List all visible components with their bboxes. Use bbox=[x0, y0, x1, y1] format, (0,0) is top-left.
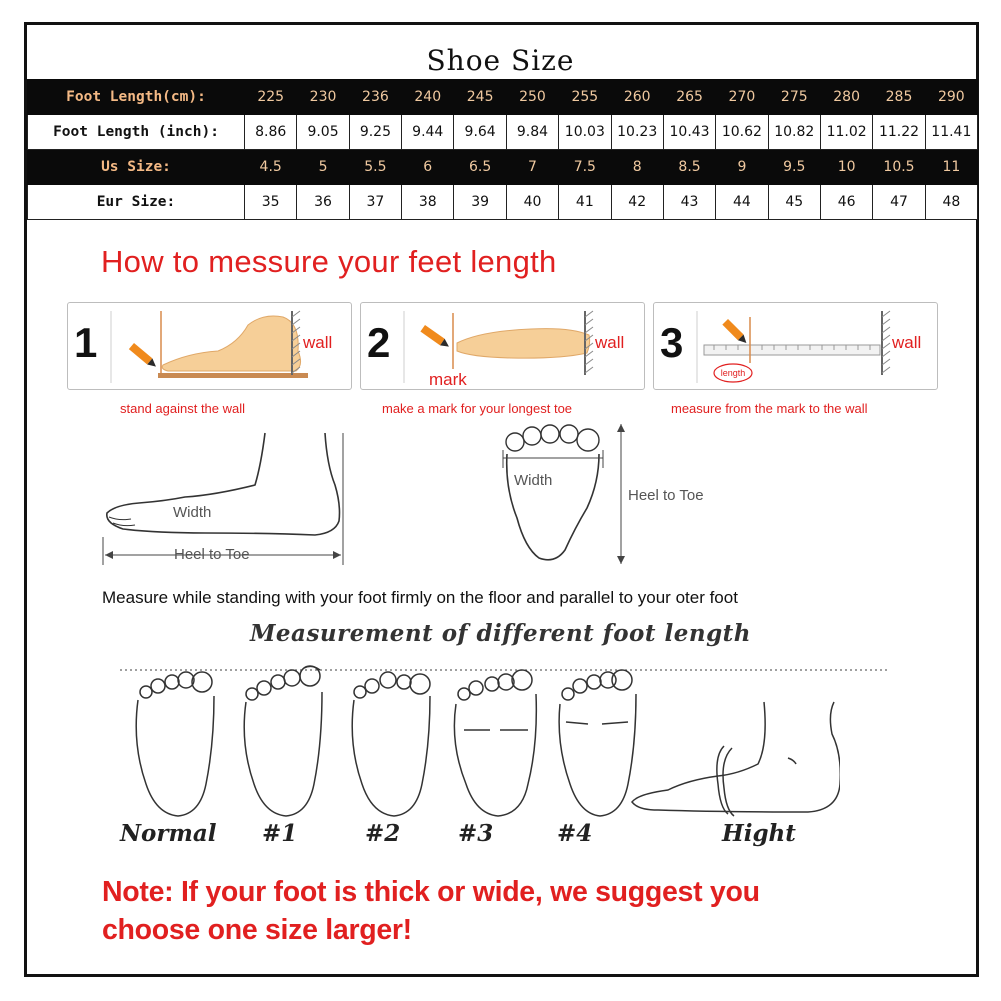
size-cell: 260 bbox=[611, 80, 663, 115]
foot-normal bbox=[136, 672, 214, 816]
size-chart-title: Shoe Size bbox=[426, 44, 575, 77]
step-1-wall-label: wall bbox=[303, 333, 333, 352]
size-cell: 9 bbox=[716, 150, 768, 185]
measure-instruction: Measure while standing with your foot firmly on the floor and parallel to your oter foot bbox=[102, 588, 738, 607]
size-cell: 7.5 bbox=[559, 150, 611, 185]
size-row bbox=[28, 80, 978, 115]
size-cell: 38 bbox=[402, 185, 454, 220]
size-cell: 230 bbox=[297, 80, 349, 115]
side-heel-to-toe-label: Heel to Toe bbox=[174, 546, 250, 563]
size-row bbox=[28, 185, 978, 220]
size-cell: 8.5 bbox=[663, 150, 715, 185]
step-3-panel bbox=[653, 302, 938, 390]
foot-label-1: #1 bbox=[262, 820, 298, 847]
size-cell: 11.41 bbox=[925, 115, 977, 150]
size-cell: 42 bbox=[611, 185, 663, 220]
size-chart-table bbox=[27, 79, 978, 220]
foot-types-illustration bbox=[120, 664, 840, 824]
size-cell: 9.44 bbox=[402, 115, 454, 150]
size-cell: 9.05 bbox=[297, 115, 349, 150]
step-2-mark-label: mark bbox=[429, 370, 467, 389]
size-cell: 9.25 bbox=[349, 115, 401, 150]
size-cell: 285 bbox=[873, 80, 925, 115]
size-cell: 11.22 bbox=[873, 115, 925, 150]
size-cell: 40 bbox=[506, 185, 558, 220]
foot-label-2: #2 bbox=[365, 820, 401, 847]
size-cell: 8 bbox=[611, 150, 663, 185]
size-cell: 265 bbox=[663, 80, 715, 115]
step-3-length-label: length bbox=[720, 368, 746, 378]
size-cell: 245 bbox=[454, 80, 506, 115]
size-cell: 47 bbox=[873, 185, 925, 220]
size-cell: 10 bbox=[820, 150, 872, 185]
size-cell: 10.82 bbox=[768, 115, 820, 150]
top-heel-to-toe-label: Heel to Toe bbox=[628, 487, 704, 504]
size-note-line-2: choose one size larger! bbox=[102, 914, 412, 946]
step-1-number: 1 bbox=[74, 319, 98, 366]
size-cell: 5 bbox=[297, 150, 349, 185]
size-row bbox=[28, 115, 978, 150]
step-1-panel bbox=[67, 302, 352, 390]
foot-label-4: #4 bbox=[557, 820, 593, 847]
measurement-title: Measurement of different foot length bbox=[249, 620, 752, 647]
foot-label-hight: Hight bbox=[722, 820, 796, 847]
step-2-panel bbox=[360, 302, 645, 390]
foot-1 bbox=[244, 666, 322, 816]
size-cell: 236 bbox=[349, 80, 401, 115]
size-row-label: Foot Length(cm): bbox=[28, 80, 245, 115]
size-cell: 36 bbox=[297, 185, 349, 220]
size-cell: 255 bbox=[559, 80, 611, 115]
size-cell: 240 bbox=[402, 80, 454, 115]
size-cell: 4.5 bbox=[245, 150, 297, 185]
step-3-number: 3 bbox=[660, 319, 684, 366]
step-3-caption: measure from the mark to the wall bbox=[671, 401, 868, 416]
size-cell: 9.84 bbox=[506, 115, 558, 150]
size-cell: 39 bbox=[454, 185, 506, 220]
size-cell: 11 bbox=[925, 150, 977, 185]
size-cell: 41 bbox=[559, 185, 611, 220]
size-cell: 8.86 bbox=[245, 115, 297, 150]
foot-3 bbox=[454, 670, 536, 816]
size-cell: 43 bbox=[663, 185, 715, 220]
step-2-wall-label: wall bbox=[595, 333, 625, 352]
size-row-label: Foot Length (inch): bbox=[28, 115, 245, 150]
size-row-label: Us Size: bbox=[28, 150, 245, 185]
size-cell: 5.5 bbox=[349, 150, 401, 185]
step-2-number: 2 bbox=[367, 319, 391, 366]
size-cell: 270 bbox=[716, 80, 768, 115]
top-width-label: Width bbox=[514, 472, 553, 489]
foot-label-normal: Normal bbox=[120, 820, 217, 847]
side-width-label: Width bbox=[173, 504, 212, 521]
size-cell: 11.02 bbox=[820, 115, 872, 150]
foot-label-3: #3 bbox=[458, 820, 494, 847]
size-note bbox=[102, 873, 922, 949]
size-row bbox=[28, 150, 978, 185]
size-cell: 37 bbox=[349, 185, 401, 220]
size-cell: 10.03 bbox=[559, 115, 611, 150]
size-row-label: Eur Size: bbox=[28, 185, 245, 220]
foot-2 bbox=[352, 672, 430, 816]
step-3-wall-label: wall bbox=[892, 333, 922, 352]
size-cell: 6.5 bbox=[454, 150, 506, 185]
size-cell: 6 bbox=[402, 150, 454, 185]
size-cell: 35 bbox=[245, 185, 297, 220]
size-note-line-1: Note: If your foot is thick or wide, we suggest you bbox=[102, 876, 760, 908]
size-cell: 10.5 bbox=[873, 150, 925, 185]
size-cell: 44 bbox=[716, 185, 768, 220]
step-1-caption: stand against the wall bbox=[120, 401, 246, 416]
size-cell: 10.23 bbox=[611, 115, 663, 150]
size-cell: 275 bbox=[768, 80, 820, 115]
top-foot-diagram bbox=[495, 418, 645, 568]
size-cell: 9.5 bbox=[768, 150, 820, 185]
how-to-heading: How to messure your feet length bbox=[101, 244, 557, 279]
size-cell: 7 bbox=[506, 150, 558, 185]
size-cell: 225 bbox=[245, 80, 297, 115]
size-cell: 290 bbox=[925, 80, 977, 115]
size-cell: 48 bbox=[925, 185, 977, 220]
size-cell: 280 bbox=[820, 80, 872, 115]
size-cell: 250 bbox=[506, 80, 558, 115]
size-cell: 9.64 bbox=[454, 115, 506, 150]
foot-4 bbox=[559, 670, 636, 816]
foot-hight bbox=[632, 702, 840, 816]
size-cell: 45 bbox=[768, 185, 820, 220]
size-cell: 10.43 bbox=[663, 115, 715, 150]
size-cell: 46 bbox=[820, 185, 872, 220]
size-cell: 10.62 bbox=[716, 115, 768, 150]
step-2-caption: make a mark for your longest toe bbox=[382, 401, 573, 416]
